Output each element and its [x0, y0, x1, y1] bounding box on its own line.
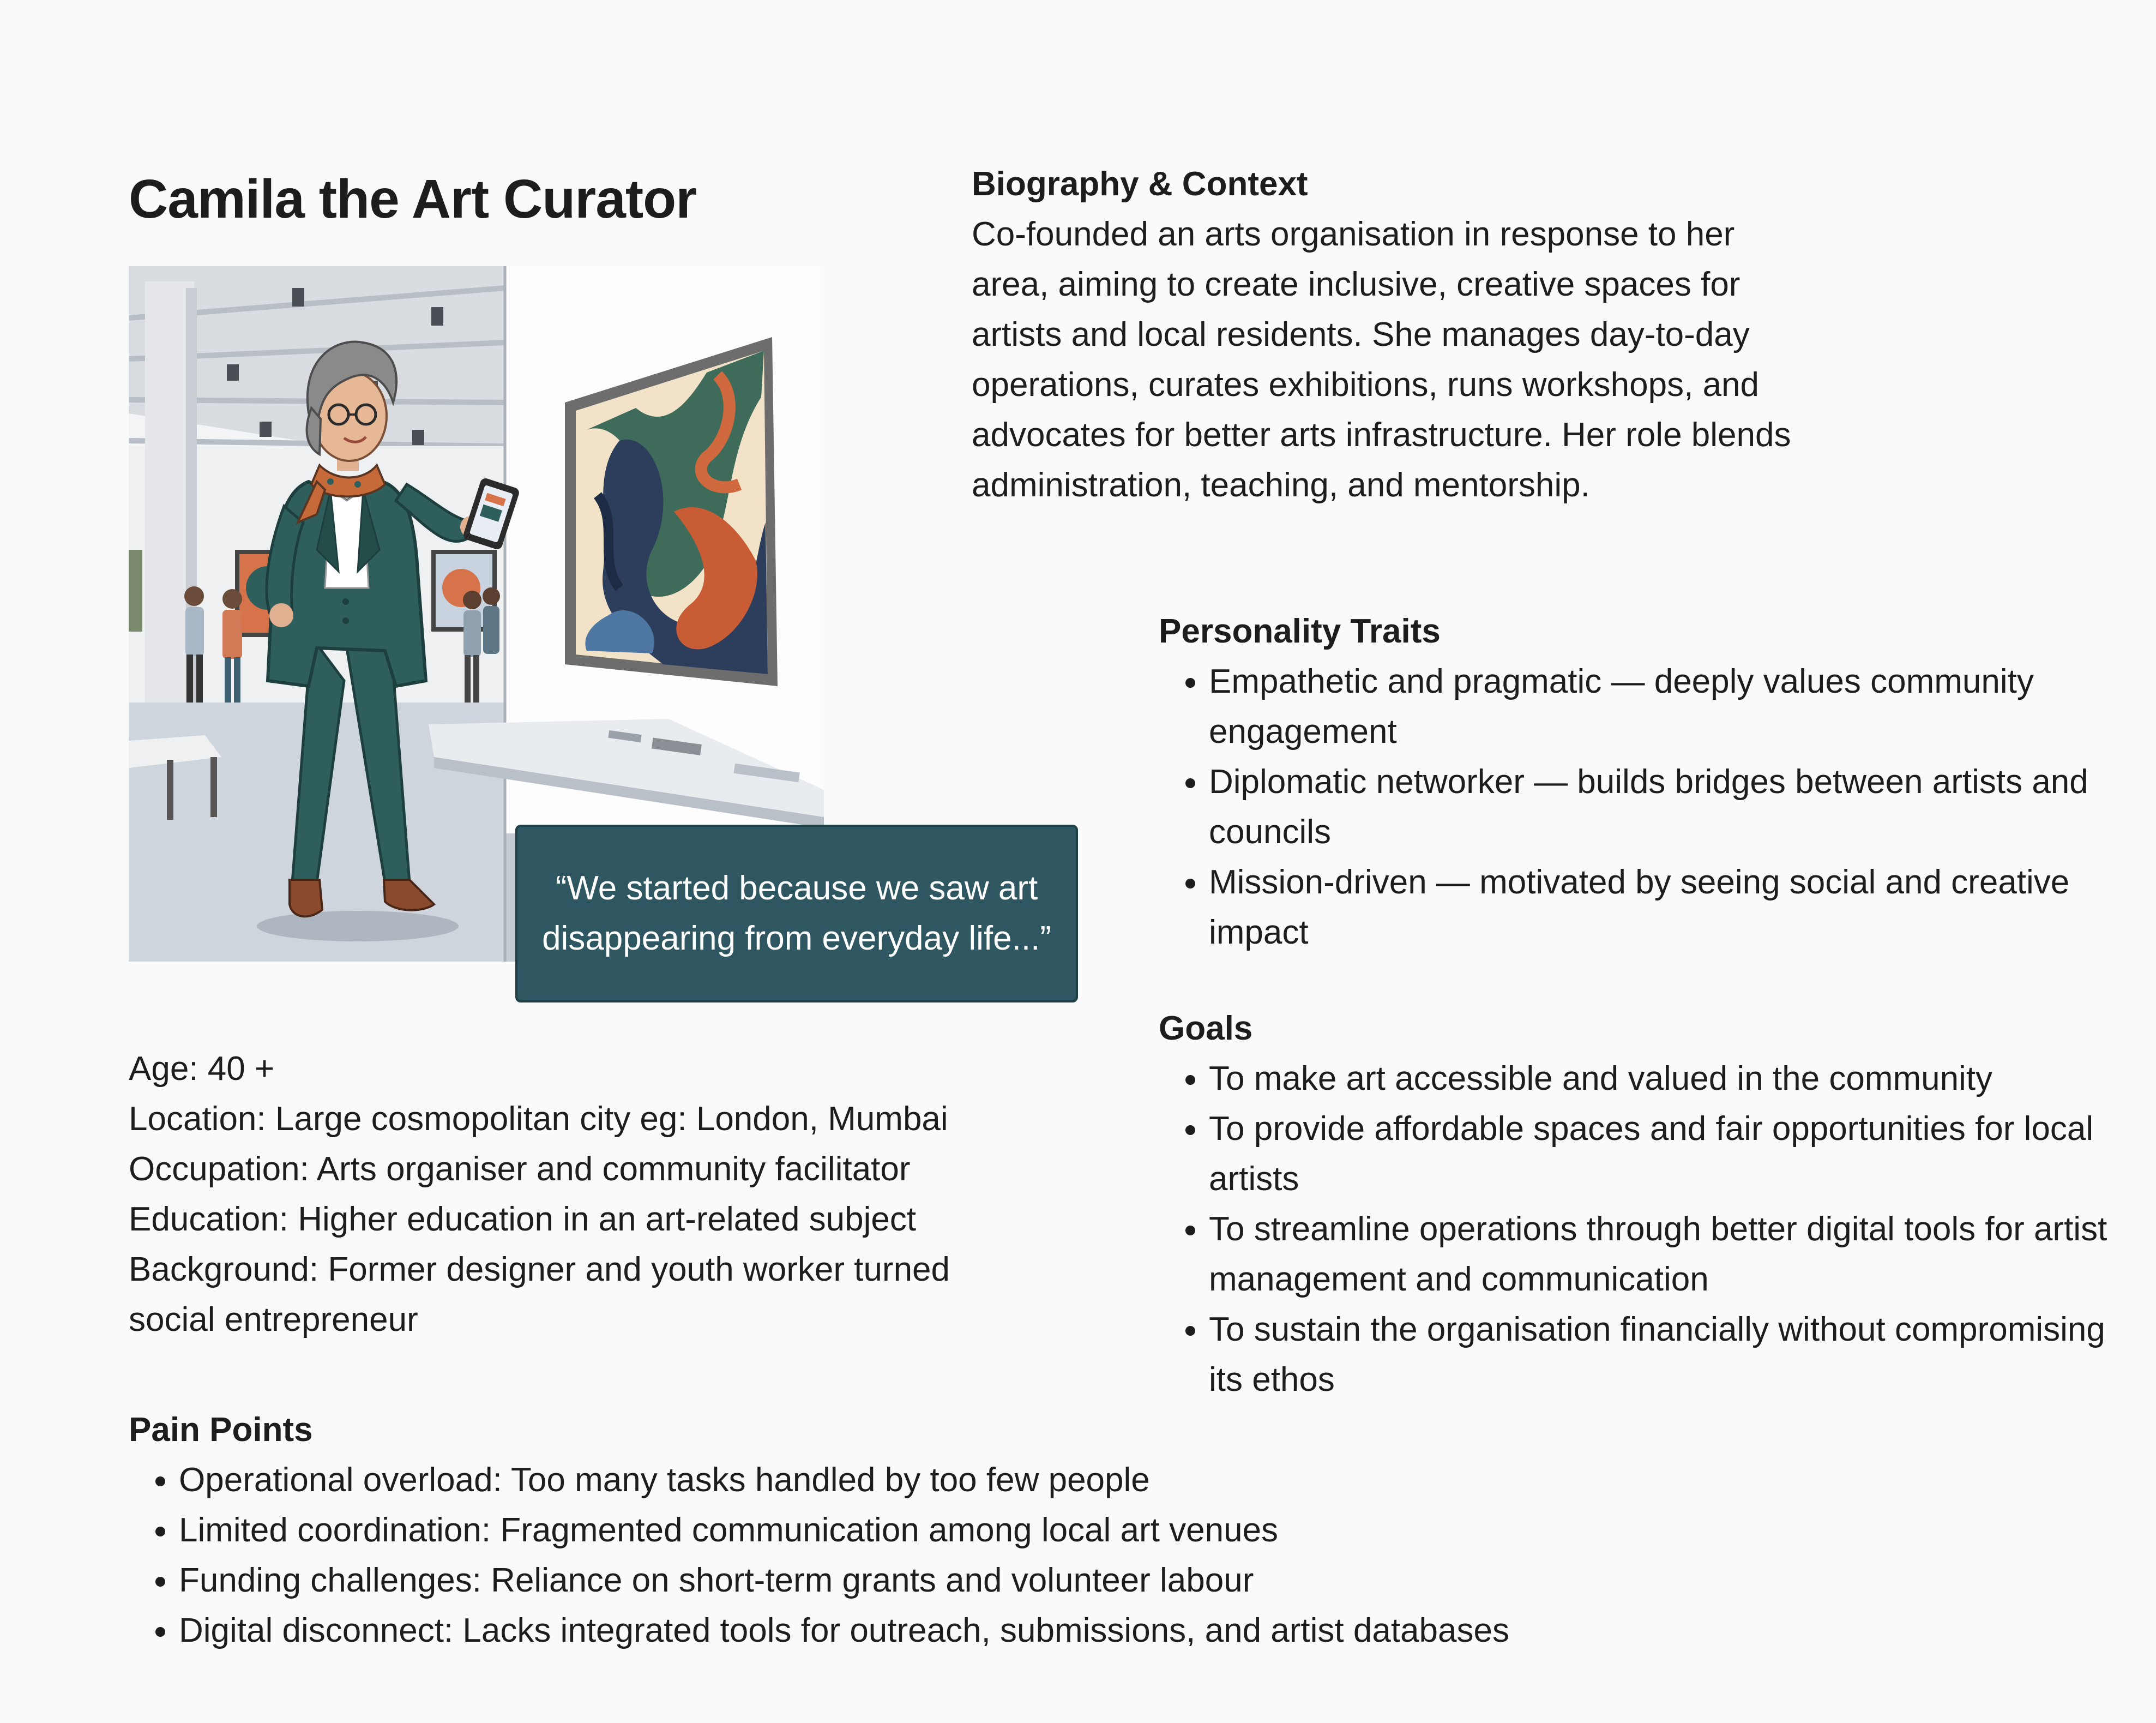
goals-heading: Goals [1159, 1010, 1253, 1047]
occupation-text: Occupation: Arts organiser and community facilitator [129, 1150, 911, 1188]
personality-traits-list [1159, 657, 2129, 958]
list-item: • To streamline operations through better digital tools for artist management and communication [1209, 1204, 2129, 1305]
pain-points-section [129, 1405, 1819, 1656]
background-text: Background: Former designer and youth worker turned social entrepreneur [129, 1251, 950, 1338]
list-item: • Limited coordination: Fragmented communication among local art venues [179, 1505, 1819, 1556]
list-item: • To make art accessible and valued in the community [1209, 1054, 2129, 1104]
age-text: Age: 40 + [129, 1050, 275, 1088]
pain-points-list [129, 1455, 1819, 1656]
list-item: • To provide affordable spaces and fair opportunities for local artists [1209, 1104, 2129, 1204]
list-item: • Operational overload: Too many tasks handled by too few people [179, 1455, 1819, 1505]
list-item: • Mission-driven — motivated by seeing social and creative impact [1209, 857, 2129, 958]
quote-text: “We started because we saw art disappearing from everyday life...” [542, 869, 1051, 957]
demographics-section [129, 1044, 1012, 1345]
biography-heading: Biography & Context [972, 165, 1308, 203]
location-text: Location: Large cosmopolitan city eg: London, Mumbai [129, 1100, 948, 1138]
list-item: • Digital disconnect: Lacks integrated tools for outreach, submissions, and artist databases [179, 1606, 1819, 1656]
biography-text: Co-founded an arts organisation in response to her area, aiming to create inclusive, creative spaces for artists and local residents. She manages day-to-day operations, curates exhibitions, runs workshops, and advocates for better arts infrastructure. Her role blends administration, teaching, and mentorship. [972, 215, 1791, 504]
persona-quote [515, 825, 1078, 1002]
list-item: • To sustain the organisation financially without compromising its ethos [1209, 1305, 2129, 1405]
persona-title: Camila the Art Curator [129, 169, 697, 230]
pain-points-heading: Pain Points [129, 1411, 313, 1449]
list-item: • Funding challenges: Reliance on short-term grants and volunteer labour [179, 1556, 1819, 1606]
education-text: Education: Higher education in an art-related subject [129, 1200, 917, 1238]
goals-list [1159, 1054, 2129, 1405]
list-item: • Diplomatic networker — builds bridges between artists and councils [1209, 757, 2129, 857]
list-item: • Empathetic and pragmatic — deeply values community engagement [1209, 657, 2129, 757]
personality-traits-section [1159, 607, 2129, 958]
biography-section [972, 159, 1811, 511]
goals-section [1159, 1004, 2129, 1405]
personality-traits-heading: Personality Traits [1159, 613, 1441, 650]
